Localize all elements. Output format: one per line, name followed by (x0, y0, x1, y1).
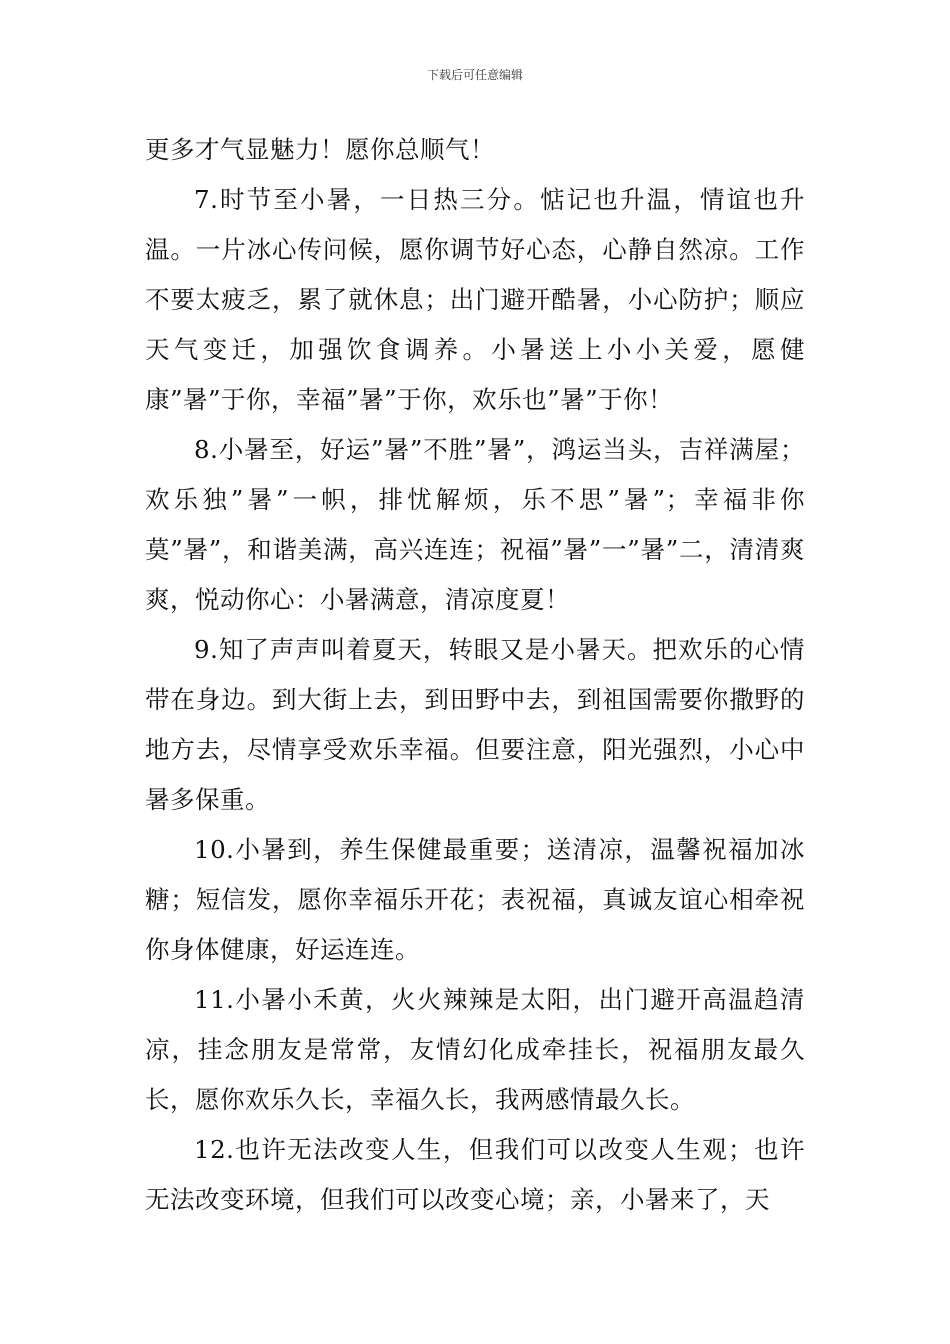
paragraph-12: 12.也许无法改变人生，但我们可以改变人生观；也许无法改变环境，但我们可以改变心境；亲，小暑来了，天 (145, 1135, 805, 1214)
document-body (145, 125, 805, 1225)
paragraph-10: 10.小暑到，养生保健最重要；送清凉，温馨祝福加冰糖；短信发，愿你幸福乐开花；表祝福，真诚友谊心相牵祝你身体健康，好运连连。 (145, 835, 805, 964)
paragraph-9: 9.知了声声叫着夏天，转眼又是小暑天。把欢乐的心情带在身边。到大街上去，到田野中去，到祖国需要你撒野的地方去，尽情享受欢乐幸福。但要注意，阳光强烈，小心中暑多保重。 (145, 635, 805, 814)
page-header: 下载后可任意编辑 (426, 68, 523, 82)
paragraph-8: 8.小暑至，好运”暑”不胜”暑”，鸿运当头，吉祥满屋；欢乐独”暑”一帜，排忧解烦，乐不思”暑”；幸福非你莫”暑”，和谐美满，高兴连连；祝福”暑”一”暑”二，清清爽爽，悦动你心：小暑满意，清凉度夏！ (145, 435, 805, 614)
paragraph-11: 11.小暑小禾黄，火火辣辣是太阳，出门避开高温趋清凉，挂念朋友是常常，友情幻化成牵挂长，祝福朋友最久长，愿你欢乐久长，幸福久长，我两感情最久长。 (145, 985, 805, 1114)
paragraph-7: 7.时节至小暑，一日热三分。惦记也升温，情谊也升温。一片冰心传问候，愿你调节好心态，心静自然凉。工作不要太疲乏，累了就休息；出门避开酷暑，小心防护；顺应天气变迁，加强饮食调养。小暑送上小小关爱，愿健康”暑”于你，幸福”暑”于你，欢乐也”暑”于你！ (145, 185, 805, 414)
paragraph-continuation: 更多才气显魅力！愿你总顺气！ (145, 135, 495, 164)
